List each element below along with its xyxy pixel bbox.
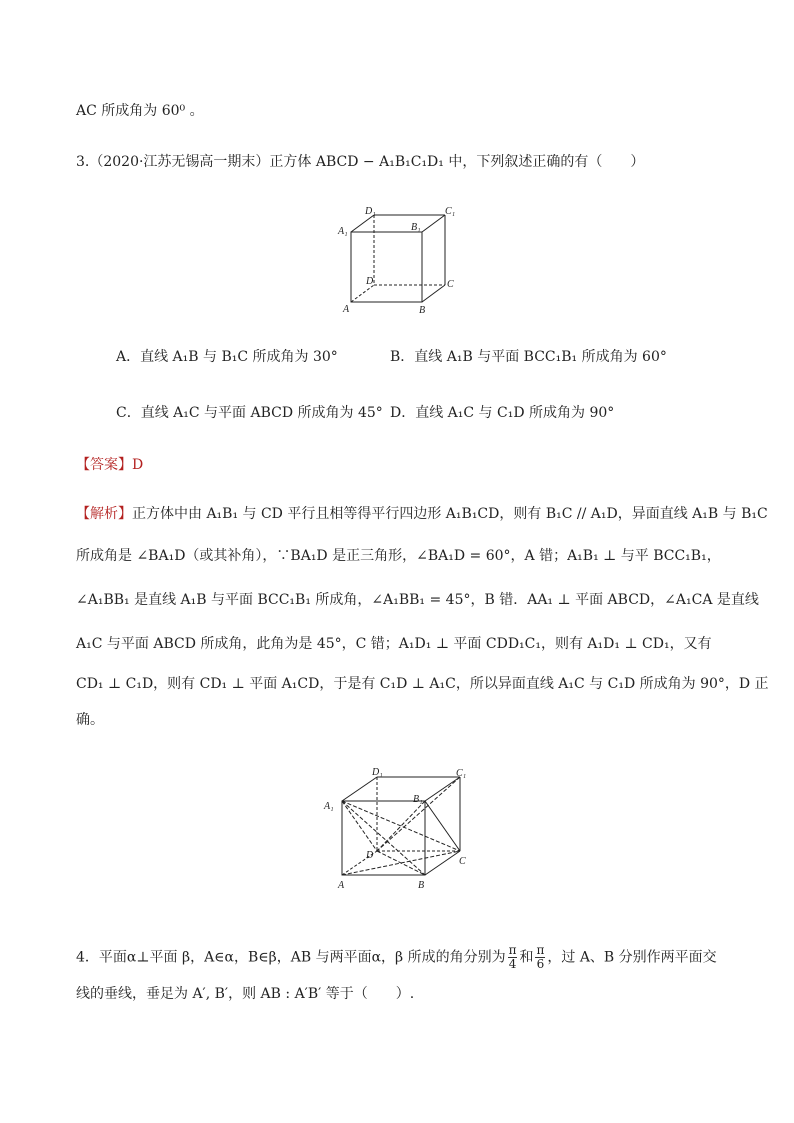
- option-a: A．直线 A₁B 与 B₁C 所成角为 30°: [116, 349, 338, 365]
- question-4-text-b: ，过 A、B 分别作两平面交: [547, 949, 717, 966]
- label2-b: B: [418, 880, 425, 891]
- label2-b1: B₁: [413, 794, 423, 805]
- analysis-label: 【解析】: [76, 506, 132, 522]
- option-b: B．直线 A₁B 与平面 BCC₁B₁ 所成角为 60°: [390, 349, 667, 365]
- analysis-line-1: [76, 504, 768, 524]
- fraction-pi-over-4: [508, 944, 518, 971]
- label2-c: C: [459, 856, 466, 867]
- label2-d1: D₁: [372, 767, 383, 778]
- label2-c1: C₁: [456, 768, 467, 779]
- label2-a: A: [338, 880, 345, 891]
- question-4-line-2: 线的垂线，垂足为 A′, B′，则 AB : A′B′ 等于（ ）.: [76, 986, 415, 1002]
- frac1-den: 4: [508, 957, 517, 971]
- answer-label: 【答案】: [76, 457, 132, 473]
- continuation-text: AC 所成角为 60⁰ 。: [76, 103, 204, 119]
- cube-figure-1: [335, 205, 465, 320]
- label-a1: A₁: [338, 226, 348, 237]
- analysis-line-2: 所成角是 ∠BA₁D（或其补角），∵BA₁D 是正三角形，∠BA₁D = 60°，A 错；A₁B₁ ⊥ 与平 BCC₁B₁，: [76, 548, 721, 564]
- label-c1: C₁: [445, 206, 456, 217]
- fraction-pi-over-6: [535, 944, 545, 971]
- label-b1: B₁: [411, 222, 421, 233]
- frac2-den: 6: [536, 957, 545, 971]
- cube-figure-2: [320, 765, 480, 907]
- label-b: B: [419, 305, 426, 316]
- option-c: C．直线 A₁C 与平面 ABCD 所成角为 45°: [116, 405, 383, 421]
- question-4-text-a: 4．平面α⊥平面 β，A∈α，B∈β，AB 与两平面α，β 所成的角分别为: [76, 949, 506, 966]
- frac1-num: π: [508, 943, 517, 957]
- label-a: A: [343, 304, 350, 315]
- question-3-stem: 3.（2020·江苏无锡高一期末）正方体 ABCD − A₁B₁C₁D₁ 中，下列叙述正确的有（ ）: [76, 154, 645, 170]
- analysis-line-5: CD₁ ⊥ C₁D，则有 CD₁ ⊥ 平面 A₁CD，于是有 C₁D ⊥ A₁C，所以异面直线 A₁C 与 C₁D 所成角为 90°，D 正: [76, 676, 769, 692]
- label2-a1: A₁: [324, 801, 334, 812]
- answer-line: [76, 455, 143, 475]
- frac2-num: π: [536, 943, 545, 957]
- option-d: D．直线 A₁C 与 C₁D 所成角为 90°: [390, 405, 615, 421]
- analysis-line-6: 确。: [76, 712, 104, 728]
- analysis-line-3: ∠A₁BB₁ 是直线 A₁B 与平面 BCC₁B₁ 所成角，∠A₁BB₁ = 45°，B 错．AA₁ ⊥ 平面 ABCD，∠A₁CA 是直线: [76, 592, 759, 608]
- question-4-line-1: [76, 944, 717, 971]
- answer-value: D: [132, 457, 144, 473]
- question-4-and: 和: [519, 949, 534, 966]
- analysis-text-1: 正方体中由 A₁B₁ 与 CD 平行且相等得平行四边形 A₁B₁CD，则有 B₁C // A₁D，异面直线 A₁B 与 B₁C: [132, 506, 768, 522]
- analysis-line-4: A₁C 与平面 ABCD 所成角，此角为是 45°，C 错；A₁D₁ ⊥ 平面 CDD₁C₁，则有 A₁D₁ ⊥ CD₁，又有: [76, 636, 712, 652]
- label2-d: D: [366, 850, 374, 861]
- label-c: C: [447, 279, 454, 290]
- label-d1: D₁: [365, 206, 376, 217]
- label-d: D: [366, 276, 374, 287]
